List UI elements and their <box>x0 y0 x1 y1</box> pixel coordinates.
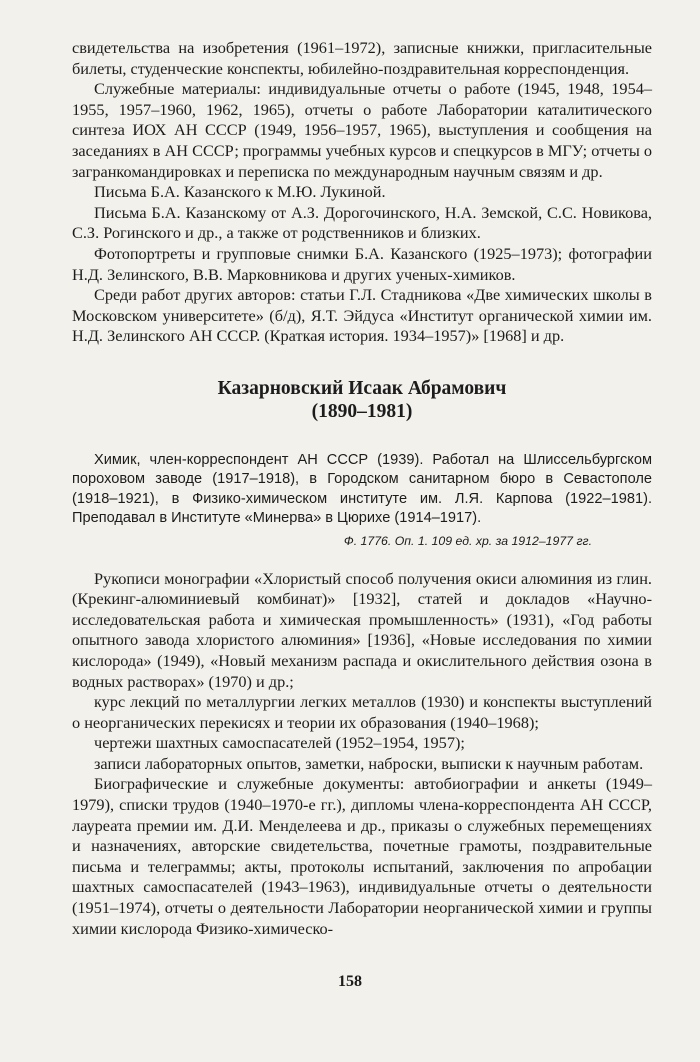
archive-fond-reference: Ф. 1776. Оп. 1. 109 ед. хр. за 1912–1977 гг. <box>343 533 592 548</box>
entry-biography: Химик, член-корреспондент АН СССР (1939). Работал на Шлиссельбургском пороховом заводе (1917–1918), в Городском санитарном бюро в Севастополе (1918–1921), в Физико-химическом институте им. Л.Я. Карпова (1922–1981). Преподавал в Институте «Минерва» в Цюрихе (1914–1917). <box>72 451 652 527</box>
page-number: 158 <box>338 973 362 990</box>
paragraph-letters-to: Письма Б.А. Казанскому от А.З. Дорогочинского, Н.А. Земской, С.С. Новикова, С.З. Рогинского и др., а также от родственников и близких. <box>72 202 652 243</box>
paragraph-continued: свидетельства на изобретения (1961–1972), записные книжки, пригласительные билеты, студенческие конспекты, юбилейно-поздравительная корреспонденция. <box>72 38 652 78</box>
entry-name: Казарновский Исаак Абрамович <box>217 377 507 399</box>
paragraph-service-materials: Служебные материалы: индивидуальные отчеты о работе (1945, 1948, 1954–1955, 1957–1960, 1962, 1965), отчеты о работе Лаборатории каталитического синтеза ИОХ АН СССР (1949, 1956–1957, 1965), выступления и сообщения на заседаниях в АН СССР; программы учебных курсов и спецкурсов в МГУ; отчеты о загранкомандировках и переписка по международным научным связям и др. <box>72 79 652 181</box>
paragraph-drawings: чертежи шахтных самоспасателей (1952–1954, 1957); <box>94 733 465 753</box>
paragraph-photos: Фотопортреты и групповые снимки Б.А. Казанского (1925–1973); фотографии Н.Д. Зелинского, В.В. Марковникова и других ученых-химиков. <box>72 243 652 284</box>
paragraph-biographical-documents: Биографические и служебные документы: автобиографии и анкеты (1949–1979), списки трудов (1940–1970-е гг.), дипломы члена-корреспондента АН СССР, лауреата премии им. Д.И. Менделеева и др., приказы о служебных перемещениях и назначениях, авторские свидетельства, почетные грамоты, поздравительные письма и телеграммы; акты, протоколы испытаний, заключения по апробации шахтных самоспасателей (1943–1963), индивидуальные отчеты о деятельности (1951–1974), отчеты о деятельности Лаборатории неорганической химии и группы химии кислорода Физико-химическо- <box>72 774 652 938</box>
entry-years: (1890–1981) <box>311 400 413 422</box>
paragraph-lab-notes: записи лабораторных опытов, заметки, наброски, выписки к научным работам. <box>94 753 644 773</box>
paragraph-other-authors: Среди работ других авторов: статьи Г.Л. Стадникова «Две химических школы в Московском университете» (б/д), Я.Т. Эйдуса «Институт органической химии им. Н.Д. Зелинского АН СССР. (Краткая история. 1934–1957)» [1968] и др. <box>72 285 652 346</box>
paragraph-lectures: курс лекций по металлургии легких металлов (1930) и конспекты выступлений о неорганических перекисях и теории их образования (1940–1968); <box>72 692 652 732</box>
entry-contents <box>72 569 652 940</box>
continued-section <box>72 38 652 347</box>
entry-heading <box>72 377 652 423</box>
paragraph-manuscripts: Рукописи монографии «Хлористый способ получения окиси алюминия из глин. (Крекинг-алюминиевый комбинат)» [1932], статей и докладов «Научно-исследовательская работа и химическая промышленность» (1931), «Год работы опытного завода хлористого алюминия» [1936], «Новые исследования по химии кислорода» (1949), «Новый механизм распада и окислительного действия озона в водных растворах» (1970) и др.; <box>72 568 652 691</box>
paragraph-letters-from: Письма Б.А. Казанского к М.Ю. Лукиной. <box>94 182 386 202</box>
